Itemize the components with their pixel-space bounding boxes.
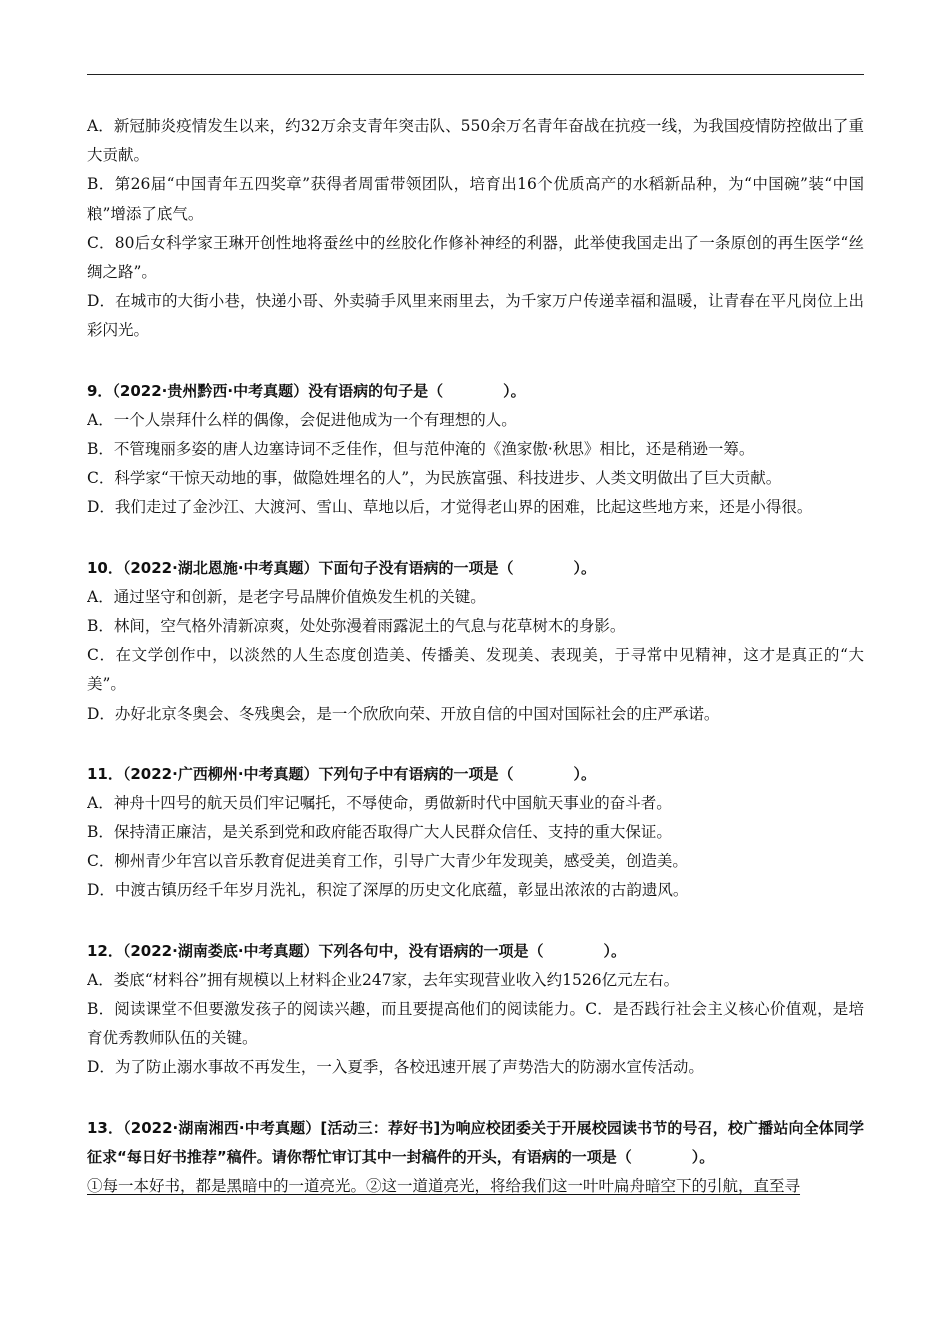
option-a: A．通过坚守和创新，是老字号品牌价值焕发生机的关键。 — [87, 587, 486, 606]
option-a: A．新冠肺炎疫情发生以来，约32万余支青年突击队、550余万名青年奋战在抗疫一线，为我国疫情防控做出了重大贡献。 — [87, 117, 864, 165]
option-c: C．在文学创作中，以淡然的人生态度创造美、传播美、发现美、表现美，于寻常中见精神，这才是真正的“大美”。 — [87, 646, 864, 694]
document-body — [87, 112, 864, 1201]
question-title: 13．（2022·湖南湘西·中考真题）[活动三：荐好书]为响应校团委关于开展校园读书节的号召，校广播站向全体同学征求“每日好书推荐”稿件。请你帮忙审订其中一封稿件的开头，有语病的一项是（ ）。 — [87, 1118, 864, 1166]
option-a: A．一个人崇拜什么样的偶像，会促进他成为一个有理想的人。 — [87, 410, 517, 429]
option-b-c: B．阅读课堂不但要激发孩子的阅读兴趣，而且要提高他们的阅读能力。C．是否践行社会主义核心价值观，是培育优秀教师队伍的关键。 — [87, 1000, 864, 1048]
option-c: C．柳州青少年宫以音乐教育促进美育工作，引导广大青少年发现美，感受美，创造美。 — [87, 852, 688, 871]
option-d: D．在城市的大街小巷，快递小哥、外卖骑手风里来雨里去，为千家万户传递幸福和温暖，让青春在平凡岗位上出彩闪光。 — [87, 292, 864, 340]
question-10 — [87, 554, 864, 729]
option-b: B．第26届“中国青年五四奖章”获得者周雷带领团队，培育出16个优质高产的水稻新品种，为“中国碗”装“中国粮”增添了底气。 — [87, 175, 864, 223]
option-d: D．中渡古镇历经千年岁月洗礼，积淀了深厚的历史文化底蕴，彰显出浓浓的古韵遗风。 — [87, 881, 689, 900]
question-9 — [87, 377, 864, 523]
option-d: D．办好北京冬奥会、冬残奥会，是一个欣欣向荣、开放自信的中国对国际社会的庄严承诺。 — [87, 704, 720, 723]
option-a: A．娄底“材料谷”拥有规模以上材料企业247家，去年实现营业收入约1526亿元左右。 — [87, 970, 680, 989]
question-title: 11．（2022·广西柳州·中考真题）下列句子中有语病的一项是（ ）。 — [87, 764, 597, 783]
option-a: A．神舟十四号的航天员们牢记嘱托，不辱使命，勇做新时代中国航天事业的奋斗者。 — [87, 793, 672, 812]
question-title: 12．（2022·湖南娄底·中考真题）下列各句中，没有语病的一项是（ ）。 — [87, 941, 627, 960]
question-13 — [87, 1114, 864, 1202]
option-c: C．80后女科学家王琳开创性地将蚕丝中的丝胶化作修补神经的利器，此举使我国走出了一条原创的再生医学“丝绸之路”。 — [87, 233, 864, 282]
question-12 — [87, 937, 864, 1083]
passage-excerpt: ①每一本好书，都是黑暗中的一道亮光。②这一道道亮光，将给我们这一叶叶扁舟暗空下的引航，直至寻 — [87, 1177, 801, 1196]
prev-question-options — [87, 112, 864, 346]
question-title: 9．（2022·贵州黔西·中考真题）没有语病的句子是（ ）。 — [87, 381, 526, 400]
option-d: D．我们走过了金沙江、大渡河、雪山、草地以后，才觉得老山界的困难，比起这些地方来，还是小得很。 — [87, 498, 813, 517]
option-d: D．为了防止溺水事故不再发生，一入夏季，各校迅速开展了声势浩大的防溺水宣传活动。 — [87, 1058, 704, 1077]
option-c: C．科学家“干惊天动地的事，做隐姓埋名的人”，为民族富强、科技进步、人类文明做出了巨大贡献。 — [87, 469, 782, 488]
option-b: B．保持清正廉洁，是关系到党和政府能否取得广大人民群众信任、支持的重大保证。 — [87, 823, 672, 842]
option-b: B．林间，空气格外清新凉爽，处处弥漫着雨露泥土的气息与花草树木的身影。 — [87, 616, 626, 635]
header-rule — [87, 74, 864, 75]
question-11 — [87, 760, 864, 906]
option-b: B．不管瑰丽多姿的唐人边塞诗词不乏佳作，但与范仲淹的《渔家傲·秋思》相比，还是稍逊一筹。 — [87, 440, 755, 458]
question-title: 10．（2022·湖北恩施·中考真题）下面句子没有语病的一项是（ ）。 — [87, 558, 597, 577]
